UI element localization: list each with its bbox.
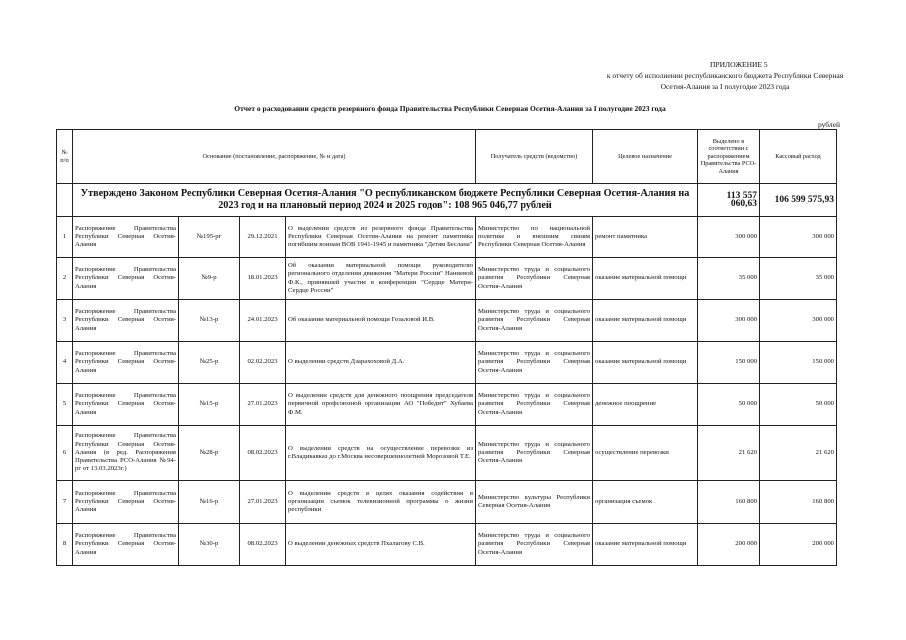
cell-doc: Распоряжение Правительства Республики Северная Осетия-Алания (в ред. Распоряжения Правительства РСО-Алания №94-рг от 13.03.2023г.) (73, 426, 179, 481)
cell-recipient: Министерство культуры Республики Северная Осетия-Алания (476, 481, 593, 524)
cell-recipient: Министерство труда и социального развития Республики Северная Осетия-Алания (476, 300, 593, 342)
cell-doc: Распоряжение Правительства Республики Северная Осетия-Алания (73, 258, 179, 300)
approved-allocated: 113 557 060,63 (698, 184, 760, 217)
cell-desc: О выделении денежных средств Пхалагову С.В. (286, 524, 476, 566)
currency-label: рублей (817, 120, 840, 129)
header-allocated: Выделено в соответствии с распоряжением Правительства РСО-Алания (698, 130, 760, 184)
header-recipient: Получатель средств (ведомство) (476, 130, 593, 184)
appendix-line-2: к отчету об исполнении республиканского бюджета Республики Северная (606, 71, 844, 80)
cell-desc: О выделении средств на осуществление перевозки из г.Владикавказ до г.Москва несовершеннолетней Морозовой Т.Е. (286, 426, 476, 481)
cell-spent: 50 000 (760, 384, 837, 426)
cell-n: 8 (57, 524, 73, 566)
cell-recipient: Министерство труда и социального развития Республики Северная Осетия-Алания (476, 258, 593, 300)
cell-doc: Распоряжение Правительства Республики Северная Осетия-Алания (73, 524, 179, 566)
cell-desc: О выделении средств из резервного фонда Правительства Республики Северная Осетия-Алания на ремонт памятника погибшим воинам ВОВ 1941-1945 и памятника "Детям Беслана" (286, 217, 476, 258)
cell-purpose: оказание материальной помощи (593, 342, 698, 384)
cell-doc: Распоряжение Правительства Республики Северная Осетия-Алания (73, 384, 179, 426)
cell-purpose: организация съемок (593, 481, 698, 524)
cell-allocated: 21 620 (698, 426, 760, 481)
cell-spent: 300 000 (760, 300, 837, 342)
table-row (57, 426, 837, 481)
cell-date: 02.02.2023 (240, 342, 286, 384)
cell-purpose: денежное поощрение (593, 384, 698, 426)
cell-recipient: Министерство труда и социального развития Республики Северная Осетия-Алания (476, 524, 593, 566)
table-row (57, 342, 837, 384)
header-num: № п/п (57, 130, 73, 184)
cell-recipient: Министерство труда и социального развития Республики Северная Осетия-Алания (476, 426, 593, 481)
approved-spent: 106 599 575,93 (760, 184, 837, 217)
cell-spent: 150 000 (760, 342, 837, 384)
table-row (57, 481, 837, 524)
table-row (57, 524, 837, 566)
cell-spent: 300 000 (760, 217, 837, 258)
cell-allocated: 300 000 (698, 300, 760, 342)
cell-num: №15-р (179, 384, 240, 426)
header-spent: Кассовый расход (760, 130, 837, 184)
cell-num: №16-р (179, 481, 240, 524)
cell-spent: 35 000 (760, 258, 837, 300)
cell-date: 29.12.2021 (240, 217, 286, 258)
appendix-header (560, 59, 890, 92)
cell-date: 27.01.2023 (240, 481, 286, 524)
appendix-line-3: Осетия-Алания за I полугодие 2023 года (660, 82, 790, 91)
cell-date: 08.02.2023 (240, 426, 286, 481)
cell-allocated: 50 000 (698, 384, 760, 426)
cell-purpose: ремонт памятника (593, 217, 698, 258)
cell-n: 4 (57, 342, 73, 384)
approved-text: Утверждено Законом Республики Северная Осетия-Алания "О республиканском бюджете Республики Северная Осетия-Алания на 2023 год и на плановый период 2024 и 2025 годов": 108 965 046,77 рублей (73, 184, 698, 217)
cell-n: 7 (57, 481, 73, 524)
cell-recipient: Министерство по национальной политике и внешним связям Республики Северная Осетия-Алания (476, 217, 593, 258)
cell-spent: 200 000 (760, 524, 837, 566)
cell-num: №25-р (179, 342, 240, 384)
cell-n: 6 (57, 426, 73, 481)
cell-n: 5 (57, 384, 73, 426)
cell-purpose: оказание материальной помощи (593, 258, 698, 300)
cell-date: 18.01.2023 (240, 258, 286, 300)
cell-allocated: 200 000 (698, 524, 760, 566)
cell-doc: Распоряжение Правительства Республики Северная Осетия-Алания (73, 217, 179, 258)
table-row (57, 300, 837, 342)
cell-desc: Об оказании материальной помощи руководителю регионального отделения движения "Матери России" Наниевой Ф.К., принявшей участие в конференции "Сердце Матери-Сердце России" (286, 258, 476, 300)
cell-purpose: осуществление перевозки (593, 426, 698, 481)
cell-doc: Распоряжение Правительства Республики Северная Осетия-Алания (73, 481, 179, 524)
cell-spent: 160 800 (760, 481, 837, 524)
cell-recipient: Министерство труда и социального развития Республики Северная Осетия-Алания (476, 342, 593, 384)
cell-date: 24.01.2023 (240, 300, 286, 342)
report-title: Отчет о расходовании средств резервного фонда Правительства Республики Северная Осетия-Алания за I полугодие 2023 года (234, 104, 666, 113)
cell-desc: О выделении средств в целях оказания содействия в организации съемок телевизионной программы о жизни республики (286, 481, 476, 524)
cell-num: №9-р (179, 258, 240, 300)
appendix-label: ПРИЛОЖЕНИЕ 5 (710, 60, 768, 69)
cell-allocated: 160 800 (698, 481, 760, 524)
table-header-row (57, 130, 837, 184)
cell-desc: Об оказании материальной помощи Гозаловой И.В. (286, 300, 476, 342)
table-row (57, 384, 837, 426)
header-purpose: Целевое назначение (593, 130, 698, 184)
cell-n: 2 (57, 258, 73, 300)
cell-date: 08.02.2023 (240, 524, 286, 566)
report-table (56, 129, 837, 566)
cell-allocated: 35 000 (698, 258, 760, 300)
cell-num: №13-р (179, 300, 240, 342)
cell-allocated: 150 000 (698, 342, 760, 384)
cell-purpose: оказание материальной помощи (593, 300, 698, 342)
cell-num: №28-р (179, 426, 240, 481)
table-row (57, 258, 837, 300)
cell-doc: Распоряжение Правительства Республики Северная Осетия-Алания (73, 342, 179, 384)
header-basis: Основание (постановление, распоряжение, № и дата) (73, 130, 476, 184)
cell-allocated: 300 000 (698, 217, 760, 258)
cell-doc: Распоряжение Правительства Республики Северная Осетия-Алания (73, 300, 179, 342)
table-row (57, 217, 837, 258)
cell-desc: О выделении средств для денежного поощрения председателя первичной профсоюзной организации АО "Победит" Хубаева Ф.М. (286, 384, 476, 426)
cell-purpose: оказание материальной помощи (593, 524, 698, 566)
cell-num: №195-рг (179, 217, 240, 258)
cell-num: №30-р (179, 524, 240, 566)
cell-date: 27.01.2023 (240, 384, 286, 426)
cell-n: 3 (57, 300, 73, 342)
cell-n: 1 (57, 217, 73, 258)
cell-desc: О выделении средств Дзарахоховой Д.А. (286, 342, 476, 384)
cell-recipient: Министерство труда и социального развития Республики Северная Осетия-Алания (476, 384, 593, 426)
approved-row (57, 184, 837, 217)
cell-spent: 21 620 (760, 426, 837, 481)
